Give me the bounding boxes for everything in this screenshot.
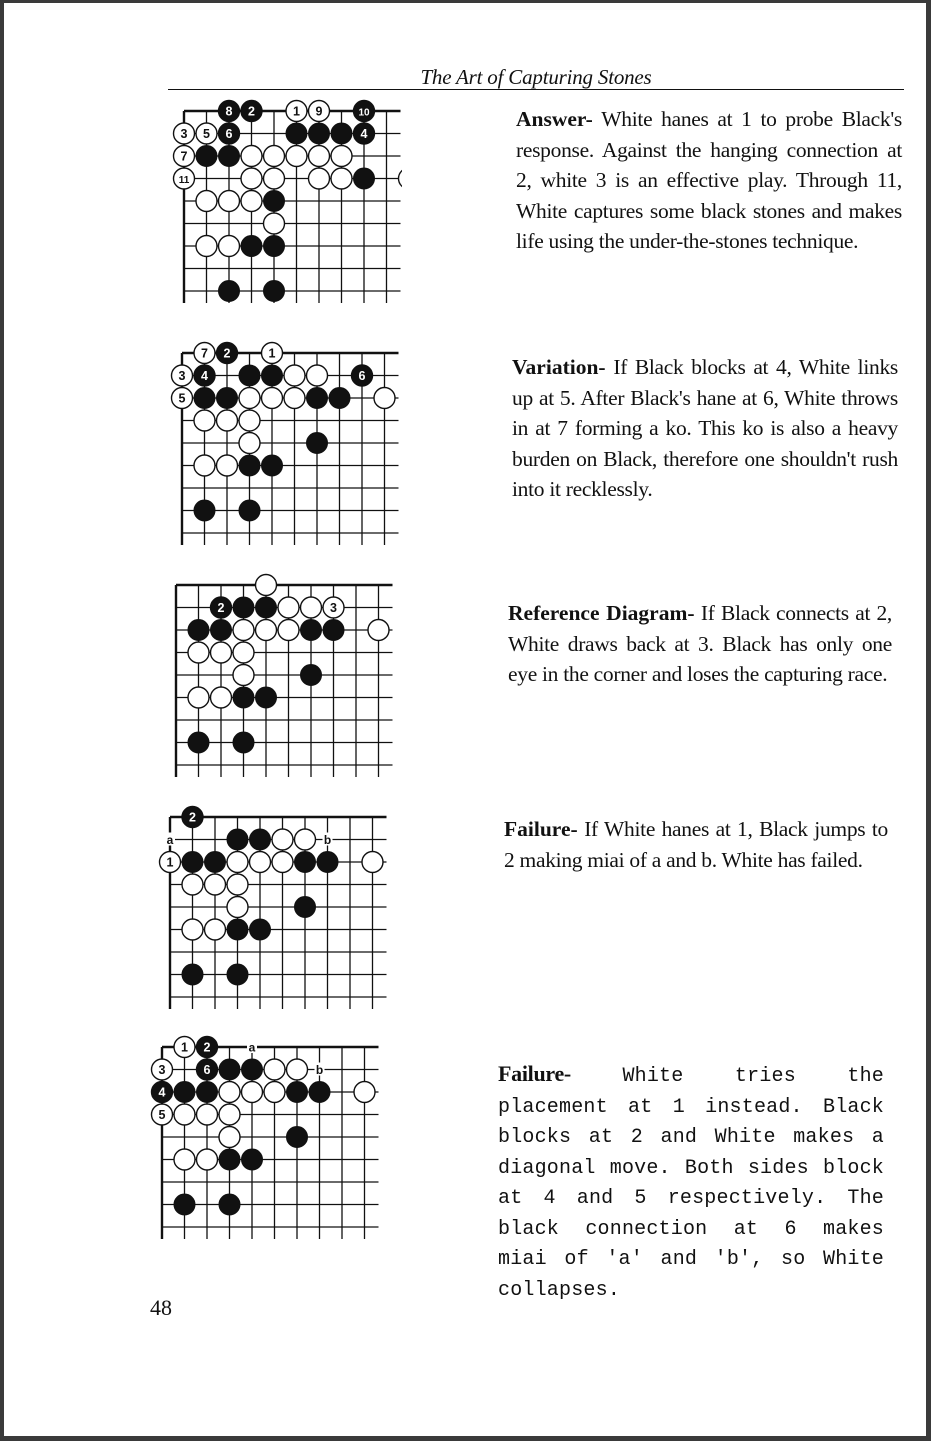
white-stone: [233, 620, 254, 641]
move-number-label: 2: [217, 601, 225, 615]
white-stone: [295, 829, 316, 850]
variation-text: [512, 352, 898, 505]
black-stone: [188, 620, 209, 641]
white-stone: [301, 597, 322, 618]
white-stone: [174, 1104, 195, 1125]
move-number-label: 4: [360, 127, 368, 141]
move-number-label: 1: [181, 1040, 188, 1055]
black-stone: [262, 455, 283, 476]
black-stone: [354, 168, 375, 189]
white-stone: [264, 213, 285, 234]
black-stone: [250, 919, 271, 940]
black-stone: [264, 191, 285, 212]
move-number-label: 3: [180, 127, 188, 141]
white-stone: [239, 388, 260, 409]
black-stone: [287, 1082, 308, 1103]
black-stone: [182, 852, 203, 873]
black-stone: [264, 236, 285, 257]
black-stone: [227, 829, 248, 850]
black-stone: [239, 455, 260, 476]
move-number-label: 6: [358, 369, 366, 383]
failure-two-body: White tries the placement at 1 instead. Black blocks at 2 and White makes a diagonal move. Both sides block at 4 and 5 respectively. The black connection at 6 makes miai of 'a' and 'b', so White collapses.: [498, 1065, 884, 1302]
black-stone: [262, 365, 283, 386]
move-number-label: 1: [268, 346, 276, 361]
black-stone: [174, 1082, 195, 1103]
black-stone: [323, 620, 344, 641]
black-stone: [219, 1149, 240, 1170]
failure-diagram-one-board: [148, 803, 388, 1023]
white-stone: [286, 146, 307, 167]
white-stone: [227, 874, 248, 895]
variation-diagram: [160, 339, 400, 559]
black-stone: [233, 732, 254, 753]
letter-mark-label: a: [248, 1040, 256, 1055]
failure-diagram-two-board: [140, 1033, 380, 1253]
answer-diagram-board: [162, 97, 402, 317]
failure-two-lead: Failure-: [498, 1061, 571, 1086]
white-stone: [219, 1127, 240, 1148]
reference-body: If Black connects at 2, White draws back at 3. Black has only one eye in the corner and loses the capturing race.: [508, 601, 893, 686]
white-stone: [264, 168, 285, 189]
white-stone: [272, 829, 293, 850]
variation-diagram-board: [160, 339, 400, 559]
black-stone: [242, 1059, 263, 1080]
white-stone: [197, 1104, 218, 1125]
book-page: [4, 3, 926, 1436]
white-stone: [196, 191, 217, 212]
move-number-label: 3: [330, 601, 337, 615]
black-stone: [242, 1149, 263, 1170]
black-stone: [219, 146, 240, 167]
black-stone: [307, 388, 328, 409]
black-stone: [188, 732, 209, 753]
black-stone: [182, 964, 203, 985]
running-header-title: The Art of Capturing Stones: [420, 65, 652, 89]
header-rule: [168, 89, 904, 90]
black-stone: [211, 620, 232, 641]
white-stone: [262, 388, 283, 409]
move-number-label: 3: [158, 1063, 166, 1077]
white-stone: [233, 642, 254, 663]
failure-diagram-one: [148, 803, 388, 1023]
white-stone: [307, 365, 328, 386]
reference-text: [508, 598, 892, 690]
white-stone: [264, 146, 285, 167]
white-stone: [331, 168, 352, 189]
black-stone: [227, 964, 248, 985]
black-stone: [239, 500, 260, 521]
black-stone: [309, 123, 330, 144]
move-number-label: 9: [315, 104, 323, 119]
move-number-label: 4: [201, 369, 208, 383]
white-stone: [211, 687, 232, 708]
black-stone: [309, 1082, 330, 1103]
running-header: [168, 63, 904, 93]
white-stone: [182, 919, 203, 940]
black-stone: [264, 281, 285, 302]
black-stone: [329, 388, 350, 409]
letter-mark-label: b: [323, 833, 332, 847]
white-stone: [205, 919, 226, 940]
white-stone: [194, 410, 215, 431]
black-stone: [219, 1194, 240, 1215]
white-stone: [219, 191, 240, 212]
black-stone: [286, 123, 307, 144]
failure-one-body: If White hanes at 1, Black jumps to 2 making miai of a and b. White has failed.: [504, 817, 888, 872]
black-stone: [331, 123, 352, 144]
move-number-label: 5: [158, 1108, 166, 1122]
white-stone: [241, 168, 262, 189]
reference-diagram: [154, 571, 394, 791]
white-stone: [188, 642, 209, 663]
white-stone: [278, 597, 299, 618]
white-stone: [242, 1082, 263, 1103]
white-stone: [241, 146, 262, 167]
move-number-label: 10: [358, 107, 370, 119]
white-stone: [250, 852, 271, 873]
answer-diagram: [162, 97, 402, 317]
black-stone: [219, 1059, 240, 1080]
answer-lead: Answer-: [516, 107, 593, 131]
black-stone: [295, 897, 316, 918]
variation-lead: Variation-: [512, 355, 606, 379]
move-number-label: 2: [223, 346, 231, 361]
white-stone: [309, 168, 330, 189]
move-number-label: 6: [203, 1063, 211, 1077]
answer-text: [516, 104, 902, 257]
white-stone: [368, 620, 389, 641]
white-stone: [219, 1082, 240, 1103]
white-stone: [331, 146, 352, 167]
black-stone: [194, 500, 215, 521]
white-stone: [217, 410, 238, 431]
black-stone: [174, 1194, 195, 1215]
white-stone: [287, 1059, 308, 1080]
white-stone: [219, 1104, 240, 1125]
white-stone: [174, 1149, 195, 1170]
move-number-label: 2: [189, 810, 196, 825]
white-stone: [399, 168, 403, 189]
reference-diagram-board: [154, 571, 394, 791]
move-number-label: 2: [248, 104, 255, 119]
move-number-label: 8: [225, 104, 233, 119]
white-stone: [374, 388, 395, 409]
black-stone: [301, 620, 322, 641]
black-stone: [205, 852, 226, 873]
white-stone: [194, 455, 215, 476]
move-number-label: 5: [178, 391, 186, 406]
letter-mark-label: a: [166, 833, 174, 847]
white-stone: [182, 874, 203, 895]
black-stone: [239, 365, 260, 386]
page-number: 48: [150, 1295, 172, 1320]
black-stone: [295, 852, 316, 873]
answer-body: White hanes at 1 to probe Black's response. Against the hanging connection at 2, white 3 is an effective play. Through 11, White captures some black stones and makes life using the under-the-stones technique.: [516, 107, 903, 253]
reference-lead: Reference Diagram-: [508, 601, 695, 625]
white-stone: [272, 852, 293, 873]
white-stone: [239, 433, 260, 454]
move-number-label: 6: [225, 127, 233, 141]
move-number-label: 2: [203, 1040, 211, 1055]
white-stone: [256, 575, 277, 596]
white-stone: [264, 1059, 285, 1080]
white-stone: [205, 874, 226, 895]
white-stone: [278, 620, 299, 641]
black-stone: [256, 687, 277, 708]
white-stone: [233, 665, 254, 686]
white-stone: [227, 852, 248, 873]
failure-one-lead: Failure-: [504, 817, 578, 841]
black-stone: [227, 919, 248, 940]
move-number-label: 7: [180, 149, 188, 164]
white-stone: [217, 455, 238, 476]
white-stone: [264, 1082, 285, 1103]
black-stone: [233, 687, 254, 708]
move-number-label: 7: [201, 346, 208, 361]
white-stone: [211, 642, 232, 663]
move-number-label: 1: [166, 855, 174, 870]
black-stone: [301, 665, 322, 686]
black-stone: [307, 433, 328, 454]
white-stone: [196, 236, 217, 257]
black-stone: [256, 597, 277, 618]
black-stone: [250, 829, 271, 850]
white-stone: [284, 388, 305, 409]
white-stone: [362, 852, 383, 873]
move-number-label: 11: [178, 175, 190, 186]
white-stone: [227, 897, 248, 918]
white-stone: [284, 365, 305, 386]
failure-two-text: [498, 1059, 884, 1306]
black-stone: [217, 388, 238, 409]
move-number-label: 3: [178, 369, 186, 383]
black-stone: [241, 236, 262, 257]
white-stone: [219, 236, 240, 257]
white-stone: [354, 1082, 375, 1103]
black-stone: [287, 1127, 308, 1148]
white-stone: [197, 1149, 218, 1170]
letter-mark-label: b: [315, 1063, 324, 1077]
black-stone: [233, 597, 254, 618]
move-number-label: 5: [203, 127, 210, 141]
move-number-label: 1: [293, 104, 300, 119]
white-stone: [309, 146, 330, 167]
black-stone: [196, 146, 217, 167]
white-stone: [241, 191, 262, 212]
variation-body: If Black blocks at 4, White links up at 5. After Black's hane at 6, White throws in at 7 forming a ko. This ko is also a heavy burden on Black, therefore one shouldn't rush into it recklessly.: [512, 355, 898, 501]
black-stone: [317, 852, 338, 873]
black-stone: [219, 281, 240, 302]
white-stone: [256, 620, 277, 641]
move-number-label: 4: [158, 1085, 166, 1100]
failure-diagram-two: [140, 1033, 380, 1253]
white-stone: [188, 687, 209, 708]
white-stone: [239, 410, 260, 431]
failure-one-text: [504, 814, 888, 875]
black-stone: [197, 1082, 218, 1103]
black-stone: [194, 388, 215, 409]
